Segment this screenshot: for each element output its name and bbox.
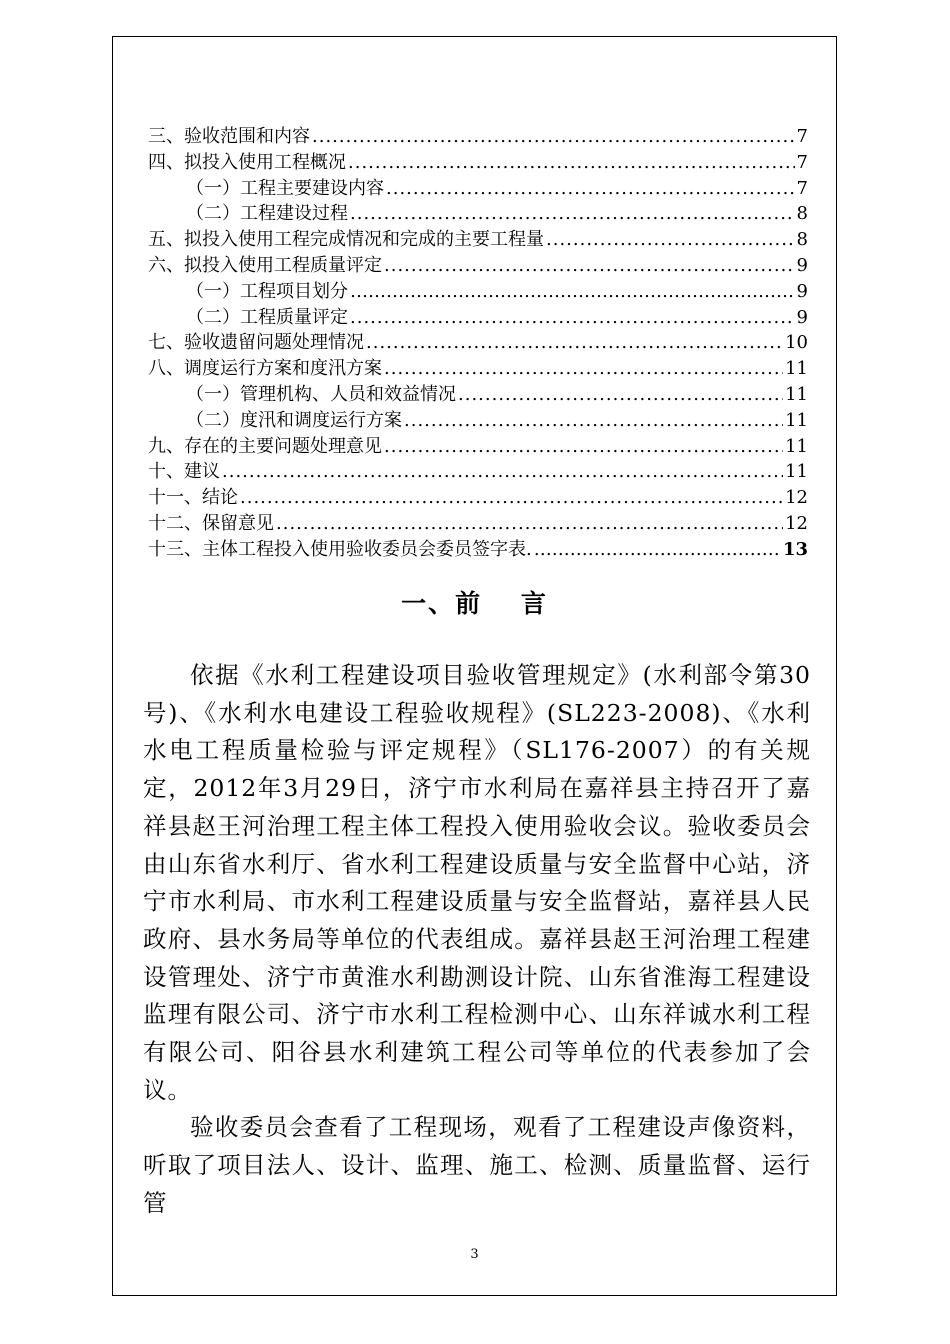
toc-item-label: 三、验收范围和内容 [148,126,310,147]
toc-subitem[interactable] [148,382,808,408]
toc-item-page: 9 [796,280,808,302]
toc-subitem[interactable] [148,201,808,227]
toc-item[interactable] [148,511,808,537]
toc-leader-dots [384,434,783,460]
toc-item-page: 11 [785,358,808,380]
toc-leader-dots [458,382,783,408]
toc-item-page: 11 [785,409,808,431]
toc-item-page: 7 [796,126,808,147]
toc-item-label: 九、存在的主要问题处理意见 [148,435,382,457]
toc-item-page: 10 [785,332,808,354]
toc-item-label: （一）工程项目划分 [186,280,348,302]
toc-item-page: 13 [782,538,808,560]
toc-item-label: 六、拟投入使用工程质量评定 [148,254,382,276]
toc-item-label: （二）工程建设过程 [186,203,348,225]
toc-item[interactable] [148,537,808,563]
toc-leader-dots [546,227,795,253]
toc-item-label: 十三、主体工程投入使用验收委员会委员签字表. [148,538,532,560]
toc-item-page: 9 [796,254,808,276]
toc-item-label: 十、建议 [148,461,220,483]
toc-leader-dots [312,124,795,150]
toc-leader-dots [350,201,795,227]
toc-item[interactable] [148,124,808,150]
toc-item[interactable] [148,485,808,511]
toc-item[interactable] [148,356,808,382]
toc-item-label: 八、调度运行方案和度汛方案 [148,358,382,380]
toc-leader-dots [404,408,783,434]
toc-item-page: 12 [785,487,808,509]
toc-item[interactable] [148,150,808,176]
toc-item-label: （二）度汛和调度运行方案 [186,409,402,431]
toc-item-label: 十二、保留意见 [148,512,274,534]
toc-item-label: （一）工程主要建设内容 [186,177,384,199]
toc-item[interactable] [148,330,808,356]
table-of-contents [148,124,808,563]
toc-item-label: 十一、结论 [148,487,238,509]
toc-leader-dots [384,356,783,382]
toc-item[interactable] [148,253,808,279]
toc-leader-dots [366,330,783,356]
toc-leader-dots [386,176,795,202]
toc-item-page: 7 [796,177,808,199]
paragraph: 验收委员会查看了工程现场，观看了工程建设声像资料，听取了项目法人、设计、监理、施工、检测、质量监督、运行管 [143,1113,811,1217]
section-heading: 一、前 言 [401,589,548,618]
toc-item-label: 七、验收遗留问题处理情况 [148,332,364,354]
toc-item-page: 11 [785,435,808,457]
toc-item-page: 12 [785,512,808,534]
toc-item[interactable] [148,434,808,460]
toc-item-label: 五、拟投入使用工程完成情况和完成的主要工程量 [148,229,544,251]
toc-leader-dots [348,150,795,176]
toc-item-label: 四、拟投入使用工程概况 [148,151,346,173]
toc-item-label: （一）管理机构、人员和效益情况 [186,383,456,405]
toc-leader-dots [384,253,795,279]
toc-leader-dots [222,459,783,485]
toc-item-page: 8 [796,203,808,225]
toc-item-page: 8 [796,229,808,251]
toc-subitem[interactable] [148,408,808,434]
toc-leader-dots [350,279,795,305]
page-number: 3 [470,1247,479,1262]
toc-item[interactable] [148,459,808,485]
toc-item-page: 11 [785,461,808,483]
paragraph: 依据《水利工程建设项目验收管理规定》(水利部令第30号)、《水利水电建设工程验收规程》(SL223-2008)、《水利水电工程质量检验与评定规程》（SL176-2007）的有关规定，2012年3月29日，济宁市水利局在嘉祥县主持召开了嘉祥县赵王河治理工程主体工程投入使用验收会议。验收委员会由山东省水利厅、省水利工程建设质量与安全监督中心站，济宁市水利局、市水利工程建设质量与安全监督站，嘉祥县人民政府、县水务局等单位的代表组成。嘉祥县赵王河治理工程建设管理处、济宁市黄淮水利勘测设计院、山东省淮海工程建设监理有限公司、济宁市水利工程检测中心、山东祥诚水利工程有限公司、阳谷县水利建筑工程公司等单位的代表参加了会议。 [143,661,811,1104]
toc-item-page: 9 [796,306,808,328]
toc-subitem[interactable] [148,305,808,331]
toc-subitem[interactable] [148,176,808,202]
toc-leader-dots [240,485,783,511]
toc-item-page: 11 [785,383,808,405]
toc-leader-dots [350,305,795,331]
toc-item-label: （二）工程质量评定 [186,306,348,328]
toc-leader-dots [534,537,781,563]
toc-subitem[interactable] [148,279,808,305]
section-body [143,657,811,1223]
toc-item-page: 7 [796,151,808,173]
toc-leader-dots [276,511,783,537]
toc-item[interactable] [148,227,808,253]
